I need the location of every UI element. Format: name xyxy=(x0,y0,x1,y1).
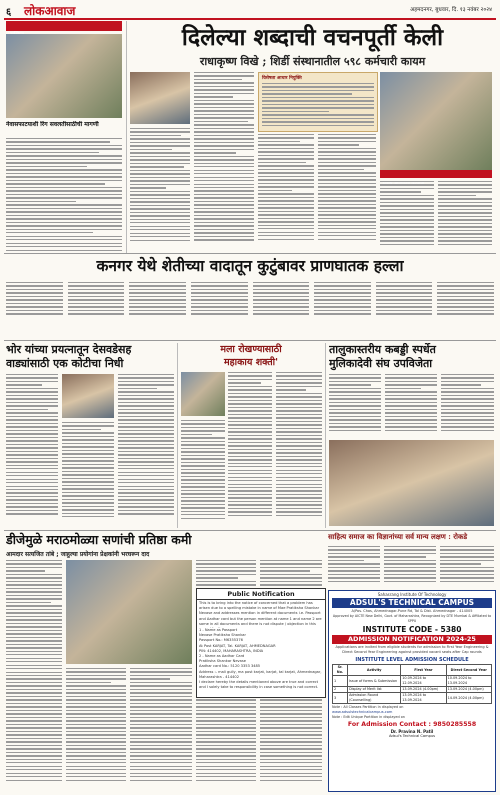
notice-passport-no: Passport No.: M6355376 xyxy=(199,638,243,643)
sahity-text-col3 xyxy=(440,546,494,586)
notice-name2: 2 - Name as Aadhar Card xyxy=(199,654,245,659)
date-line: अहमदनगर, बुधवार, दि. १३ नवंबर २०२४ xyxy=(410,7,492,13)
page-number: ६ xyxy=(6,7,12,18)
bhor-headline-1: भोर यांच्या प्रयत्नातून देसवडेसह xyxy=(6,343,132,356)
main-text-col5 xyxy=(380,181,434,251)
ad-note2: Note : Edit Unique Partition in displayed on xyxy=(332,715,405,719)
notice-pin: PIN: 414402, MAHARASHTRA, INDIA xyxy=(199,648,264,653)
table-cell: 13.09.2024 (4.00pm) xyxy=(401,687,446,693)
bhor-text-col1 xyxy=(6,374,58,526)
ad-schedule-table xyxy=(332,664,492,704)
table-row xyxy=(333,676,492,687)
ad-note1: Note : All Classes Partition in displayed on xyxy=(332,705,404,709)
ad-admission: ADMISSION NOTIFICATION 2024-25 xyxy=(332,635,492,644)
kabaddi-text-col2 xyxy=(385,374,437,436)
ad-approval: Approved by AICTE New Delhi, Govt. of Maharashtra, Recognized by DTE Mumbai & Affiliated to SPPU xyxy=(332,614,492,623)
sahity-text-col2 xyxy=(384,546,436,586)
notice-title: Public Notification xyxy=(197,589,325,600)
table-cell: 3 xyxy=(333,693,348,704)
divider-mahila xyxy=(325,343,326,528)
table-header: Direct Second Year xyxy=(446,665,491,676)
divider-bhor xyxy=(177,343,178,528)
table-cell: 2 xyxy=(333,687,348,693)
table-cell: Display of Merit list xyxy=(348,687,401,693)
left-item-text xyxy=(6,138,122,258)
table-header: Activity xyxy=(348,665,401,676)
admission-ad xyxy=(328,590,496,792)
section-label-box xyxy=(6,21,122,31)
table-cell: 10.09.2024 to 12.09.2024 xyxy=(401,676,446,687)
sahity-text-col1 xyxy=(328,546,380,586)
section-rule-1 xyxy=(4,253,496,254)
mahila-text-col1 xyxy=(228,372,272,528)
table-cell: Issue of forms & Submission xyxy=(348,676,401,687)
main-text-col1 xyxy=(130,128,190,250)
bhor-photo xyxy=(62,374,114,418)
table-header: First Year xyxy=(401,665,446,676)
notice-name1: 1 - Name as Passport xyxy=(199,628,238,632)
table-row xyxy=(333,687,492,693)
left-photo xyxy=(6,34,122,118)
column-divider xyxy=(126,21,127,253)
notice-address1: At Post KARJAT, Tal. KARJAT, AHMEDNAGAR xyxy=(199,643,276,648)
table-cell: Admission Round (Counselling) xyxy=(348,693,401,704)
inset-box-text xyxy=(262,83,374,129)
kabaddi-headline-2: मुलिकादेवी संघ उपविजेता xyxy=(329,357,433,370)
ad-contact: For Admission Contact : 9850285558 xyxy=(347,721,477,728)
notice-aadhar-no: Aadhar card No.: 5120 3353 3485 xyxy=(199,664,261,669)
left-item-title: नेवासफाटयाशी रिंग सवलतीसाठीची मागणी xyxy=(6,121,99,128)
notice-body: This is to bring into the notice of concerned that a problem has arisen due to a spelling mistake in name of Mae Pratiksha Shankar Nevase and addresses mention in different documents i.e. Passport and Aadhar card but the person mention at name 1 and name 2 are same in all documents and there is not dispute / objection in this xyxy=(199,601,322,626)
ad-schedule-title: INSTITUTE LEVEL ADMISSION SCHEDULE xyxy=(355,657,469,663)
ad-website[interactable]: www.adsulstechnicalcampus.com xyxy=(332,710,393,714)
mahila-headline-1: मला रोखण्यासाठी xyxy=(220,344,282,355)
dj-subheadline: आमदार सत्यजित तांबे ; जाहुल्या प्रयोगांना प्रेक्षकांनी भरघरून दाद xyxy=(6,551,150,558)
section-rule-2 xyxy=(4,340,496,341)
mahila-text-col0 xyxy=(181,420,225,528)
table-cell: 13.09.2024 to 13.09.2024 xyxy=(401,693,446,704)
main-photo xyxy=(130,72,190,124)
main-text-col6 xyxy=(438,181,492,251)
dj-text-col2 xyxy=(66,668,126,790)
farm-text-block xyxy=(6,282,494,337)
public-notice-box xyxy=(196,588,326,698)
table-header-row xyxy=(333,665,492,676)
dj-photo xyxy=(66,560,192,664)
notice-name1-detail: Nevase Pratiksha Shankar xyxy=(199,633,246,638)
mahila-headline-2: महाकाय शक्ती' xyxy=(223,357,279,368)
kabaddi-text-col3 xyxy=(441,374,494,436)
main-text-col2 xyxy=(194,72,254,250)
table-cell: 14.09.2024 (4.00pm) xyxy=(446,693,491,704)
masthead-rule xyxy=(4,18,496,20)
notice-declaration: I declare hereby the details mentioned above are true and correct and I solely take to responsibility in case something is not correct. xyxy=(199,679,319,689)
kabaddi-headline-1: तालुकास्तरीय कबड्डी स्पर्धेत xyxy=(329,343,436,356)
ad-intro: Applications are invited from eligible students for admission to First Year Engineering & Direct Second Year Engineering against provided vacant seats after Cap rounds xyxy=(335,645,489,654)
main-subheadline: राधाकृष्ण विखे ; शिर्डी संस्थानातील ५९८ कर्मचारी कायम xyxy=(199,55,426,68)
mahila-text-col2 xyxy=(276,372,322,528)
kabaddi-team-photo xyxy=(329,440,494,526)
kabaddi-text-col1 xyxy=(329,374,381,436)
ad-institute-code: INSTITUTE CODE - 5380 xyxy=(362,625,462,634)
dj-headline: डीजेमुळे मराठमोळ्या सणांची प्रतिष्ठा कमी xyxy=(6,532,192,547)
ad-table-wrap xyxy=(329,664,495,704)
bhor-text-col3 xyxy=(118,374,174,526)
ad-principal-title: Adsul's Technical Campus xyxy=(388,734,436,738)
inset-photo-caption-box xyxy=(380,170,492,178)
ad-institute: ADSUL'S TECHNICAL CAMPUS xyxy=(332,598,492,608)
section-rule-3 xyxy=(4,530,496,531)
masthead-title: लोकआवाज xyxy=(24,4,76,18)
dj-text-col1 xyxy=(6,560,62,790)
main-text-col4 xyxy=(318,134,376,250)
ad-principal: Dr. Pravina N. Patil xyxy=(390,729,434,734)
notice-name2-detail: Pratiksha Shankar Nevase xyxy=(199,659,246,664)
ad-address: A/Pos. Chas, Ahmednagar-Pune Rd, Tal & Dist. Ahmednagar - 414005 xyxy=(351,609,473,613)
notice-address2: Address :- mali gully, ma post karjat, karjat, tal karjat, Ahmednagar, Maharashtra - 414402 xyxy=(199,669,322,679)
main-inset-box xyxy=(258,72,378,132)
inset-photo xyxy=(380,72,492,170)
table-row xyxy=(333,693,492,704)
farm-headline: कनगर येथे शेतीच्या वादातून कुटुंबावर प्राणघातक हल्ला xyxy=(96,256,404,275)
table-header: Sr. No. xyxy=(333,665,348,676)
ad-society: Sahasrang Institute Of Technology xyxy=(377,592,447,597)
table-cell: 13.09.2024 (4.00pm) xyxy=(446,687,491,693)
main-text-col3 xyxy=(258,134,314,250)
main-headline: दिलेल्या शब्दाची वचनपूर्ती केली xyxy=(181,24,444,51)
mahila-photo xyxy=(181,372,225,416)
table-cell: 1 xyxy=(333,676,348,687)
inset-box-title: विशेषता आधार नियुक्ति xyxy=(262,76,302,81)
table-cell: 10.09.2024 to 13.09.2024 xyxy=(446,676,491,687)
dj-text-col3 xyxy=(130,668,192,790)
bhor-headline-2: वाड्यांसाठी एक कोटीचा निधी xyxy=(6,357,124,370)
sahity-headline: साहित्य समाज का विज्ञानांच्या सर्व मान्य लक्षण : रोकडे xyxy=(328,532,468,541)
bhor-text-col2 xyxy=(62,422,114,526)
